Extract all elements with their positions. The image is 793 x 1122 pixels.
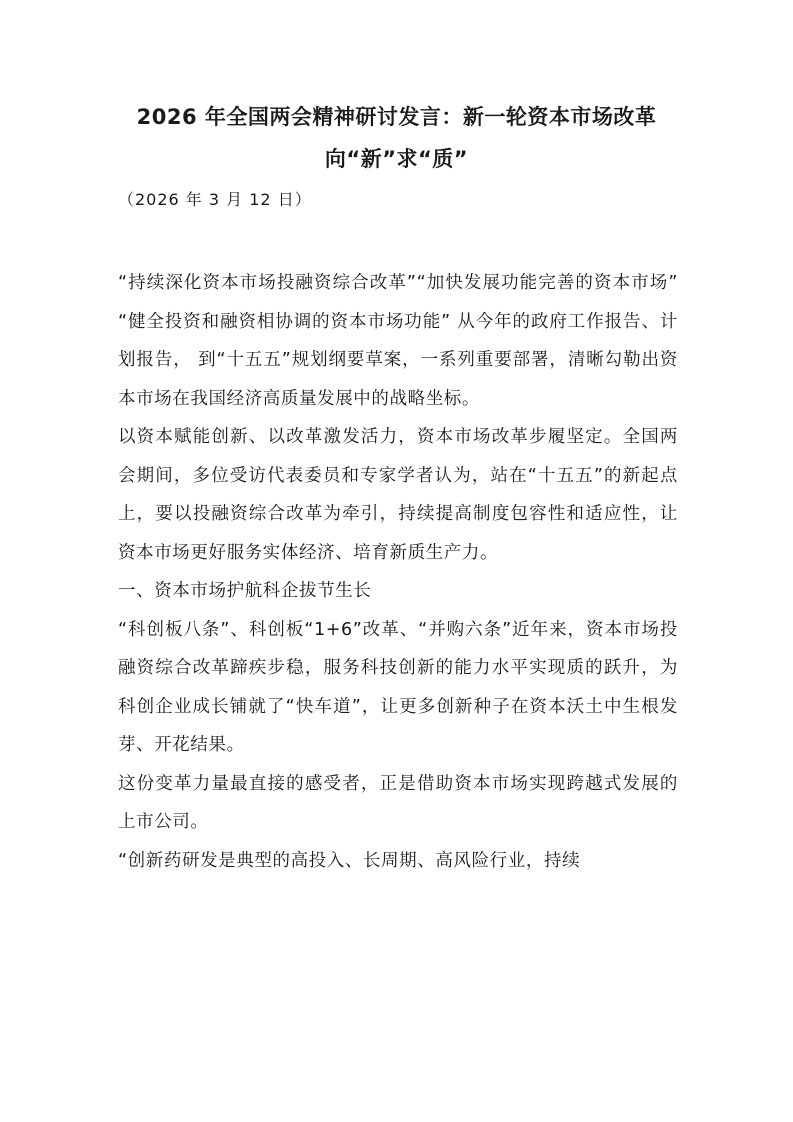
- paragraph: “创新药研发是典型的高投入、长周期、高风险行业，持续: [118, 850, 581, 871]
- paragraph: 以资本赋能创新、以改革激发活力，资本市场改革步履坚定。全国两会期间，多位受访代表委员和专家学者认为，站在“十五五”的新起点上，要以投融资综合改革为牵引，持续提高制度包容性和适应性，让资本市场更好服务实体经济、培育新质生产力。: [118, 427, 678, 563]
- paragraph: 这份变革力量最直接的感受者，正是借助资本市场实现跨越式发展的上市公司。: [118, 773, 678, 832]
- title-line-2: 向“新”求“质”: [324, 147, 469, 171]
- paragraph: “持续深化资本市场投融资综合改革”“加快发展功能完善的资本市场” “健全投资和融资相协调的资本市场功能” 从今年的政府工作报告、计划报告， 到“十五五”规划纲要草案，一系列重要部署，清晰勾勒出资本市场在我国经济高质量发展中的战略坐标。: [118, 273, 678, 409]
- paragraph: “科创板八条”、科创板“1+6”改革、“并购六条”近年来，资本市场投融资综合改革蹄疾步稳，服务科技创新的能力水平实现质的跃升，为科创企业成长铺就了“快车道”，让更多创新种子在资本沃土中生根发芽、开花结果。: [118, 619, 678, 755]
- document-body: [118, 264, 678, 880]
- section-heading: 一、资本市场护航科企拔节生长: [118, 581, 372, 601]
- document-date: （2026 年 3 月 12 日）: [118, 190, 312, 209]
- title-line-1: 2026 年全国两会精神研讨发言：新一轮资本市场改革: [136, 105, 657, 129]
- document-title: [110, 96, 683, 180]
